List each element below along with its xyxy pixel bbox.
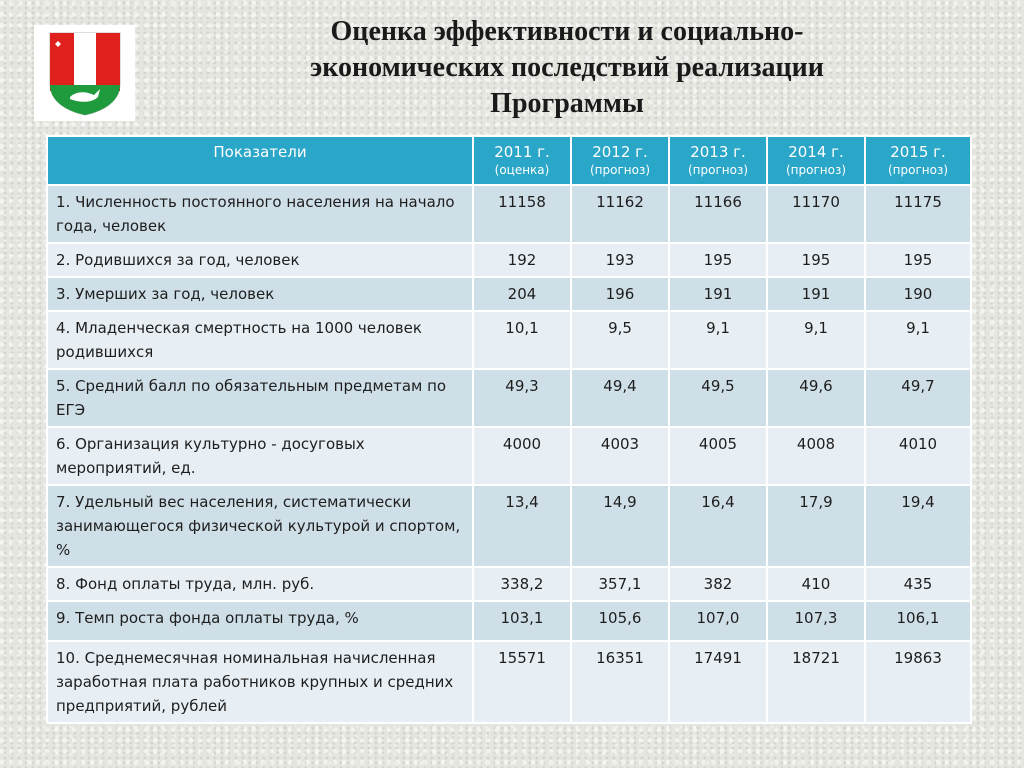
value-cell: 9,1 bbox=[669, 311, 767, 369]
value-cell: 4005 bbox=[669, 427, 767, 485]
value-cell: 195 bbox=[767, 243, 865, 277]
value-cell: 107,3 bbox=[767, 601, 865, 641]
value-cell: 19,4 bbox=[865, 485, 971, 567]
table-row bbox=[47, 277, 971, 311]
value-cell: 195 bbox=[865, 243, 971, 277]
column-header-year: 2014 г. (прогноз) bbox=[767, 136, 865, 185]
value-cell: 49,5 bbox=[669, 369, 767, 427]
indicator-label: 5. Средний балл по обязательным предметам по ЕГЭ bbox=[47, 369, 473, 427]
value-cell: 4008 bbox=[767, 427, 865, 485]
value-cell: 357,1 bbox=[571, 567, 669, 601]
value-cell: 11158 bbox=[473, 185, 571, 243]
table-row bbox=[47, 485, 971, 567]
indicators-table bbox=[46, 135, 972, 724]
value-cell: 105,6 bbox=[571, 601, 669, 641]
value-cell: 193 bbox=[571, 243, 669, 277]
table-row bbox=[47, 185, 971, 243]
value-cell: 192 bbox=[473, 243, 571, 277]
table-row bbox=[47, 311, 971, 369]
indicator-label: 1. Численность постоянного населения на начало года, человек bbox=[47, 185, 473, 243]
value-cell: 18721 bbox=[767, 641, 865, 723]
title-line-3: Программы bbox=[490, 88, 644, 119]
value-cell: 16,4 bbox=[669, 485, 767, 567]
column-header-indicators: Показатели bbox=[47, 136, 473, 185]
value-cell: 9,1 bbox=[865, 311, 971, 369]
indicator-label: 2. Родившихся за год, человек bbox=[47, 243, 473, 277]
value-cell: 4003 bbox=[571, 427, 669, 485]
value-cell: 4000 bbox=[473, 427, 571, 485]
value-cell: 49,3 bbox=[473, 369, 571, 427]
table-row bbox=[47, 427, 971, 485]
table-row bbox=[47, 369, 971, 427]
value-cell: 195 bbox=[669, 243, 767, 277]
value-cell: 19863 bbox=[865, 641, 971, 723]
value-cell: 103,1 bbox=[473, 601, 571, 641]
value-cell: 49,7 bbox=[865, 369, 971, 427]
value-cell: 196 bbox=[571, 277, 669, 311]
value-cell: 190 bbox=[865, 277, 971, 311]
value-cell: 107,0 bbox=[669, 601, 767, 641]
indicator-label: 3. Умерших за год, человек bbox=[47, 277, 473, 311]
value-cell: 15571 bbox=[473, 641, 571, 723]
indicator-label: 6. Организация культурно - досуговых мероприятий, ед. bbox=[47, 427, 473, 485]
value-cell: 191 bbox=[767, 277, 865, 311]
table-row bbox=[47, 641, 971, 723]
value-cell: 49,6 bbox=[767, 369, 865, 427]
column-header-year: 2013 г. (прогноз) bbox=[669, 136, 767, 185]
value-cell: 14,9 bbox=[571, 485, 669, 567]
indicator-label: 8. Фонд оплаты труда, млн. руб. bbox=[47, 567, 473, 601]
column-header-year: 2012 г. (прогноз) bbox=[571, 136, 669, 185]
indicator-label: 10. Среднемесячная номинальная начисленная заработная плата работников крупных и средних предприятий, рублей bbox=[47, 641, 473, 723]
value-cell: 11175 bbox=[865, 185, 971, 243]
value-cell: 9,5 bbox=[571, 311, 669, 369]
table-row bbox=[47, 567, 971, 601]
value-cell: 10,1 bbox=[473, 311, 571, 369]
value-cell: 435 bbox=[865, 567, 971, 601]
value-cell: 11170 bbox=[767, 185, 865, 243]
indicator-label: 9. Темп роста фонда оплаты труда, % bbox=[47, 601, 473, 641]
value-cell: 16351 bbox=[571, 641, 669, 723]
value-cell: 13,4 bbox=[473, 485, 571, 567]
value-cell: 106,1 bbox=[865, 601, 971, 641]
value-cell: 382 bbox=[669, 567, 767, 601]
column-header-year: 2011 г. (оценка) bbox=[473, 136, 571, 185]
value-cell: 49,4 bbox=[571, 369, 669, 427]
coat-of-arms-icon bbox=[34, 25, 135, 121]
title-line-2: экономических последствий реализации bbox=[310, 52, 824, 83]
page-title bbox=[200, 14, 934, 122]
value-cell: 338,2 bbox=[473, 567, 571, 601]
table-row bbox=[47, 601, 971, 641]
table-header-row bbox=[47, 136, 971, 185]
value-cell: 11162 bbox=[571, 185, 669, 243]
title-line-1: Оценка эффективности и социально- bbox=[330, 16, 804, 47]
value-cell: 4010 bbox=[865, 427, 971, 485]
column-header-year: 2015 г. (прогноз) bbox=[865, 136, 971, 185]
value-cell: 410 bbox=[767, 567, 865, 601]
table-row bbox=[47, 243, 971, 277]
indicator-label: 4. Младенческая смертность на 1000 человек родившихся bbox=[47, 311, 473, 369]
value-cell: 191 bbox=[669, 277, 767, 311]
value-cell: 17491 bbox=[669, 641, 767, 723]
value-cell: 17,9 bbox=[767, 485, 865, 567]
indicator-label: 7. Удельный вес населения, систематически занимающегося физической культурой и спортом, % bbox=[47, 485, 473, 567]
value-cell: 9,1 bbox=[767, 311, 865, 369]
value-cell: 204 bbox=[473, 277, 571, 311]
value-cell: 11166 bbox=[669, 185, 767, 243]
